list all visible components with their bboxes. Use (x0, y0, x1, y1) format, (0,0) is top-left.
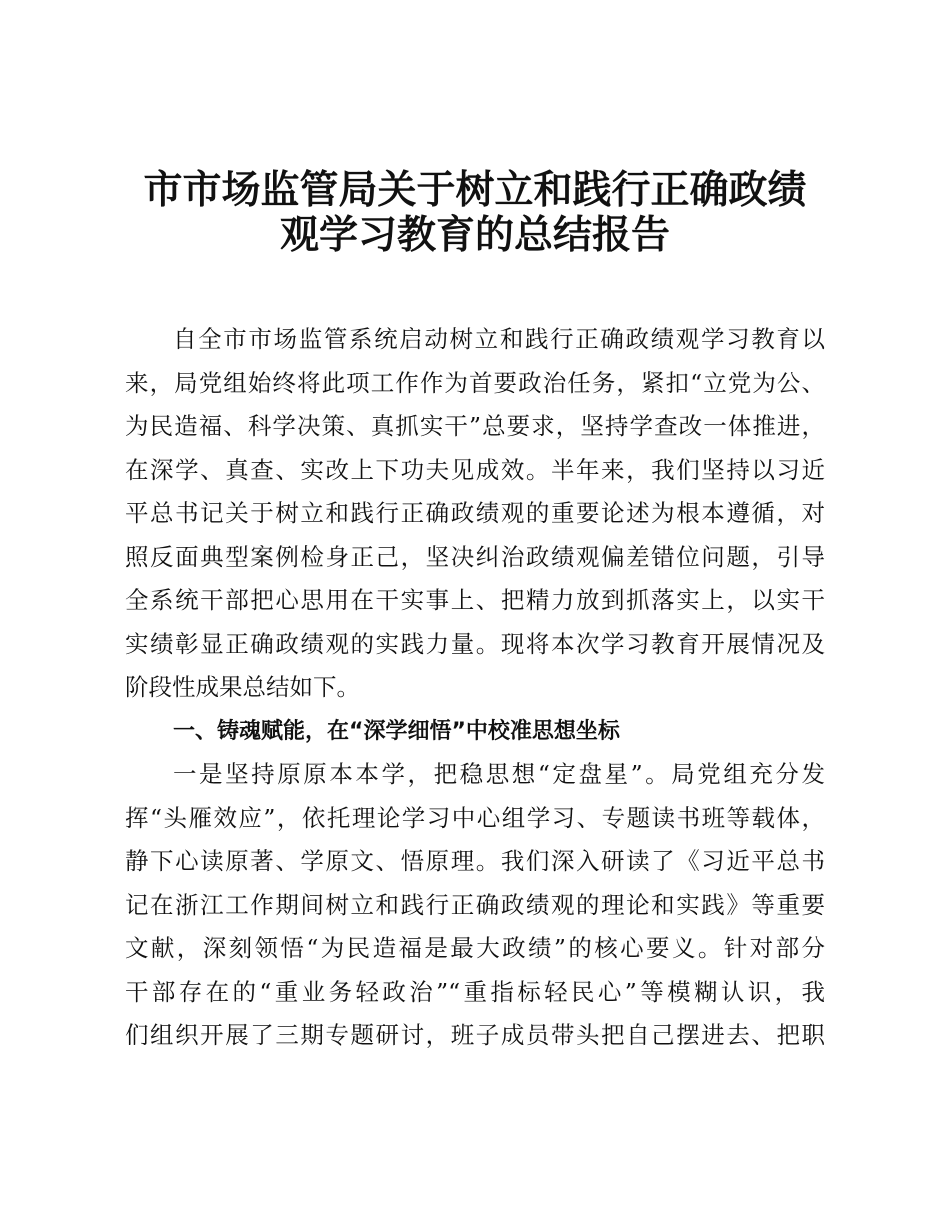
intro-line: 平总书记关于树立和践行正确政绩观的重要论述为根本遵循，对 (125, 499, 825, 527)
section-1-line: 一是坚持原原本本学，把稳思想“定盘星”。局党组充分发 (173, 760, 825, 788)
section-1-heading: 一、铸魂赋能，在“深学细悟”中校准思想坐标 (173, 718, 620, 744)
intro-line: 自全市市场监管系统启动树立和践行正确政绩观学习教育以 (173, 325, 825, 353)
document-title (120, 168, 830, 258)
intro-paragraph (125, 318, 825, 710)
section-1-line: 干部存在的“重业务轻政治”“重指标轻民心”等模糊认识，我 (125, 977, 825, 1006)
intro-line: 全系统干部把心思用在干实事上、把精力放到抓落实上，以实干 (125, 586, 825, 614)
intro-line: 在深学、真查、实改上下功夫见成效。半年来，我们坚持以习近 (125, 455, 825, 484)
section-1-line: 静下心读原著、学原文、悟原理。我们深入研读了《习近平总书 (125, 847, 825, 875)
section-1-line: 文献，深刻领悟“为民造福是最大政绩”的核心要义。针对部分 (125, 934, 825, 962)
section-1-line: 们组织开展了三期专题研讨，班子成员带头把自己摆进去、把职 (125, 1021, 825, 1049)
title-line-1: 市市场监管局关于树立和践行正确政绩 (143, 168, 807, 213)
section-1-line: 挥“头雁效应”，依托理论学习中心组学习、专题读书班等载体， (125, 803, 825, 832)
intro-line: 来，局党组始终将此项工作作为首要政治任务，紧扣“立党为公、 (125, 368, 825, 397)
intro-line: 实绩彰显正确政绩观的实践力量。现将本次学习教育开展情况及 (125, 629, 825, 658)
intro-line: 照反面典型案例检身正己，坚决纠治政绩观偏差错位问题，引导 (125, 542, 825, 571)
section-1-line: 记在浙江工作期间树立和践行正确政绩观的理论和实践》等重要 (125, 890, 825, 919)
section-1-paragraph (125, 753, 825, 1058)
intro-line: 为民造福、科学决策、真抓实干”总要求，坚持学查改一体推进， (125, 412, 825, 440)
title-line-2: 观学习教育的总结报告 (279, 213, 670, 258)
intro-line: 阶段性成果总结如下。 (125, 673, 360, 701)
document-body (125, 318, 825, 1058)
